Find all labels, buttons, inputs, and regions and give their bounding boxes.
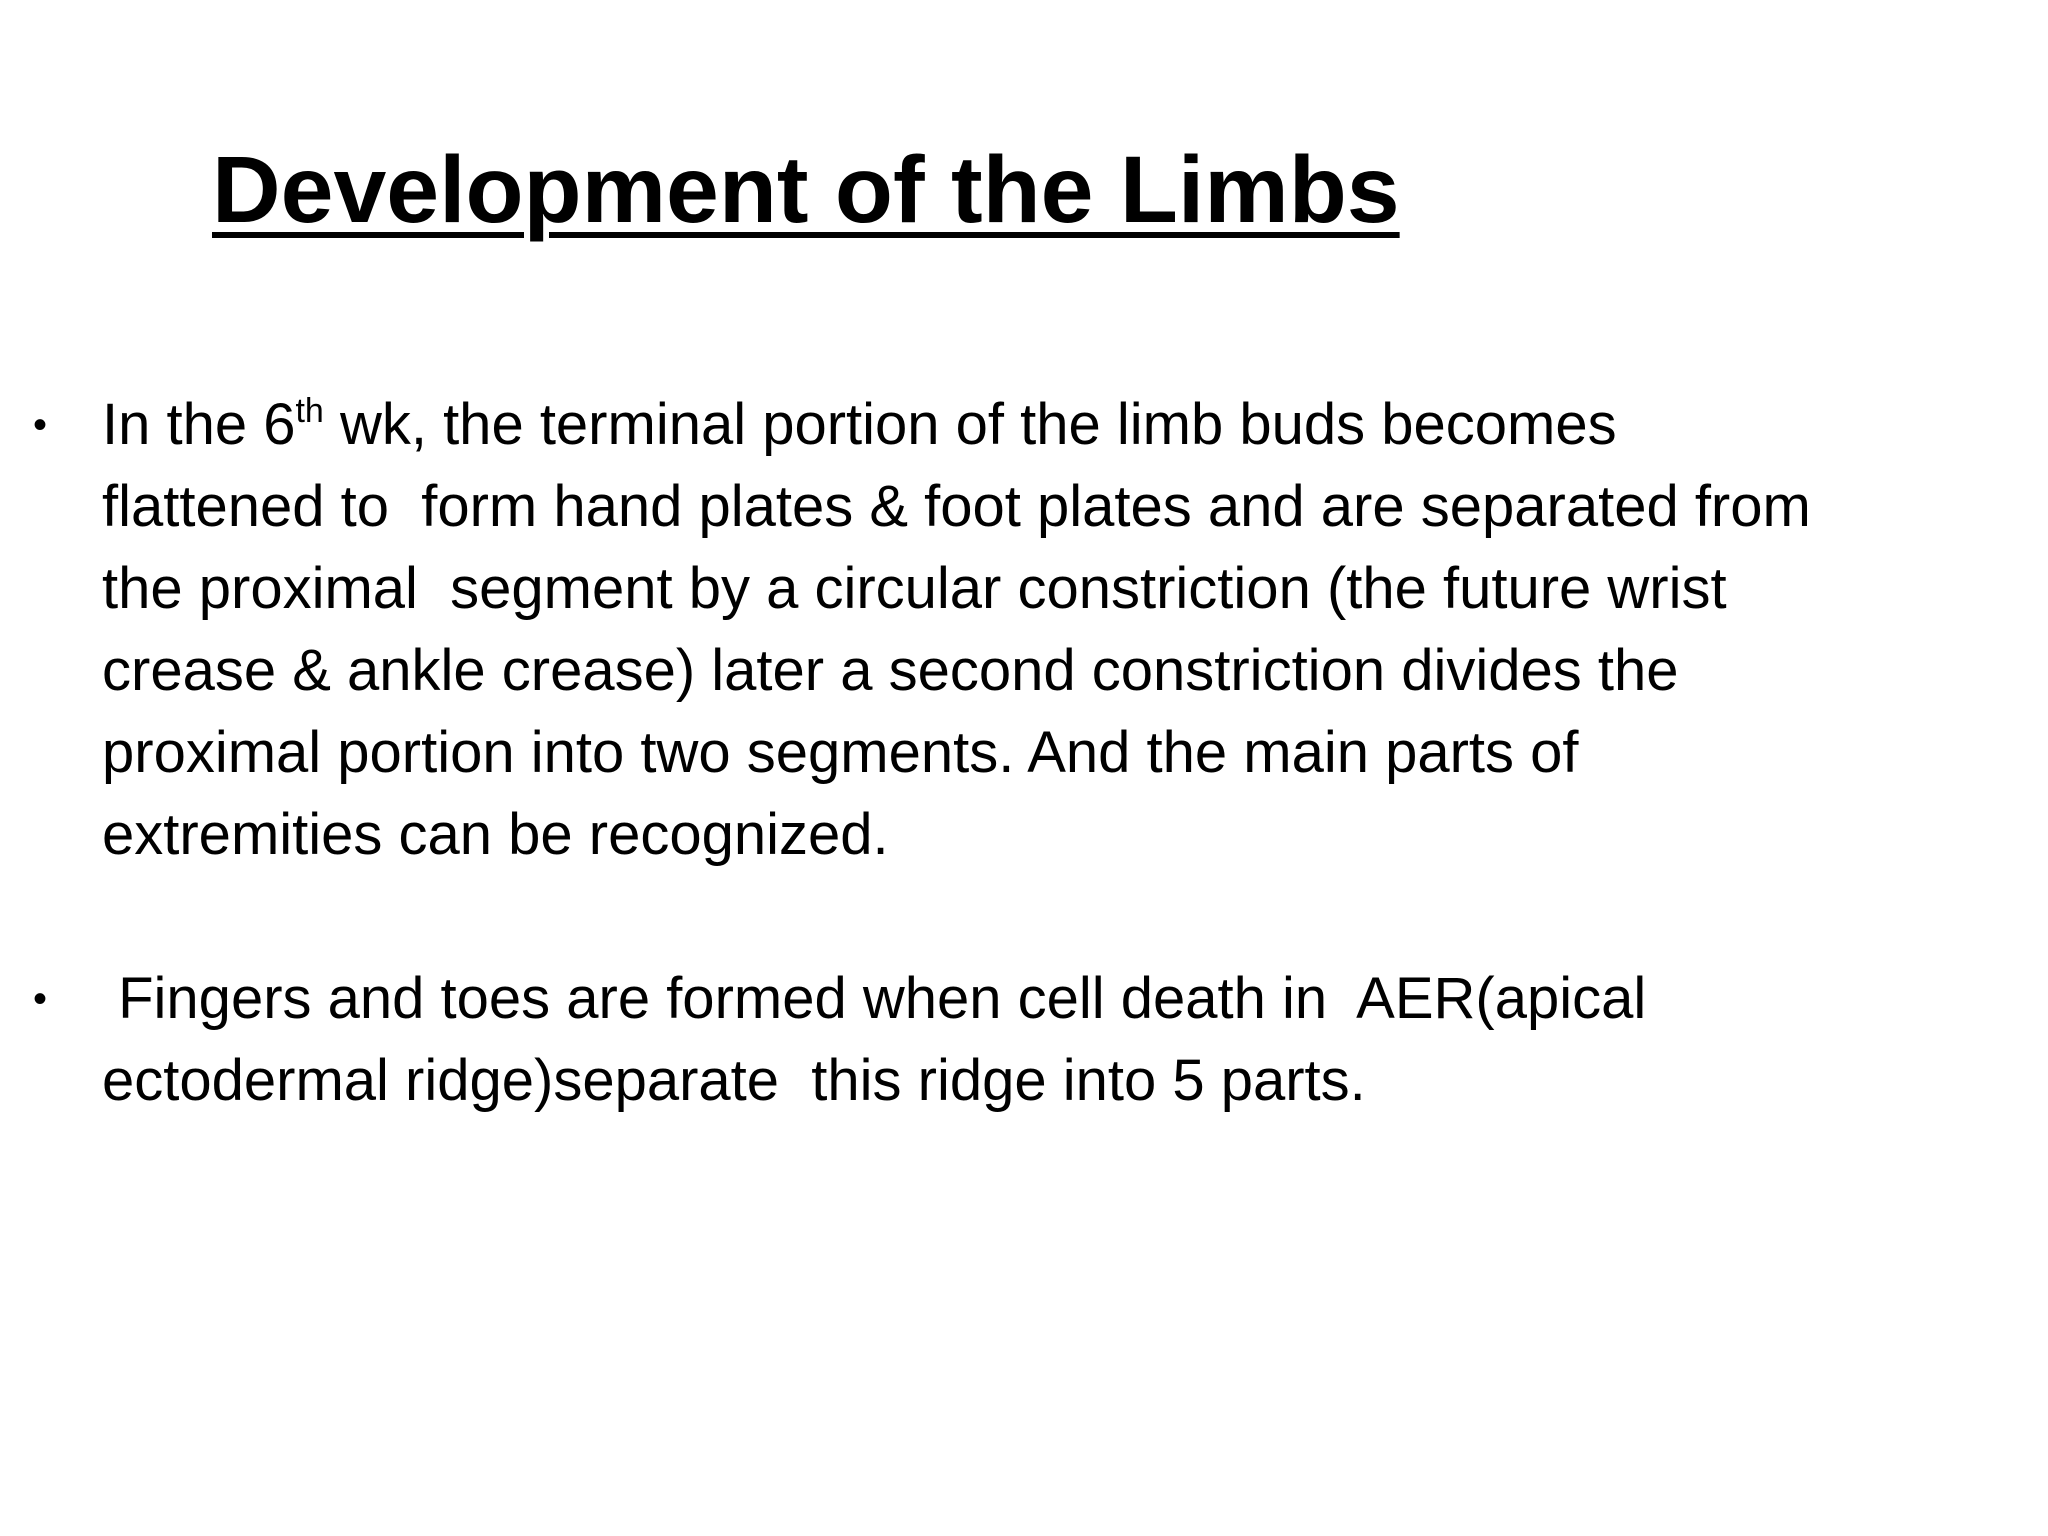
bullet-1-line-1-prefix: In the 6 — [102, 392, 296, 457]
bullet-1-line-4: crease & ankle crease) later a second constriction divides the — [102, 638, 1679, 703]
bullet-list — [20, 384, 2010, 1122]
ordinal-superscript: th — [295, 392, 324, 430]
bullet-2-line-1: Fingers and toes are formed when cell death in AER(apical — [102, 966, 1647, 1031]
bullet-1-line-2: flattened to form hand plates & foot plates and are separated from — [102, 474, 1811, 539]
bullet-1-line-3: the proximal segment by a circular constriction (the future wrist — [102, 556, 1727, 621]
bullet-item-2 — [20, 958, 2010, 1122]
bullet-1-line-1 — [102, 384, 2010, 466]
slide-title: Development of the Limbs — [212, 137, 1400, 243]
bullet-1-line-6: extremities can be recognized. — [102, 802, 889, 867]
bullet-item-1 — [20, 384, 2010, 876]
bullet-2-line-2: ectodermal ridge)separate this ridge into 5 parts. — [102, 1048, 1366, 1113]
bullet-1-line-5: proximal portion into two segments. And the main parts of — [102, 720, 1579, 785]
bullet-icon: • — [32, 403, 47, 447]
bullet-1-line-1-suffix: wk, the terminal portion of the limb buds becomes — [323, 392, 1617, 457]
bullet-icon: • — [32, 977, 47, 1021]
